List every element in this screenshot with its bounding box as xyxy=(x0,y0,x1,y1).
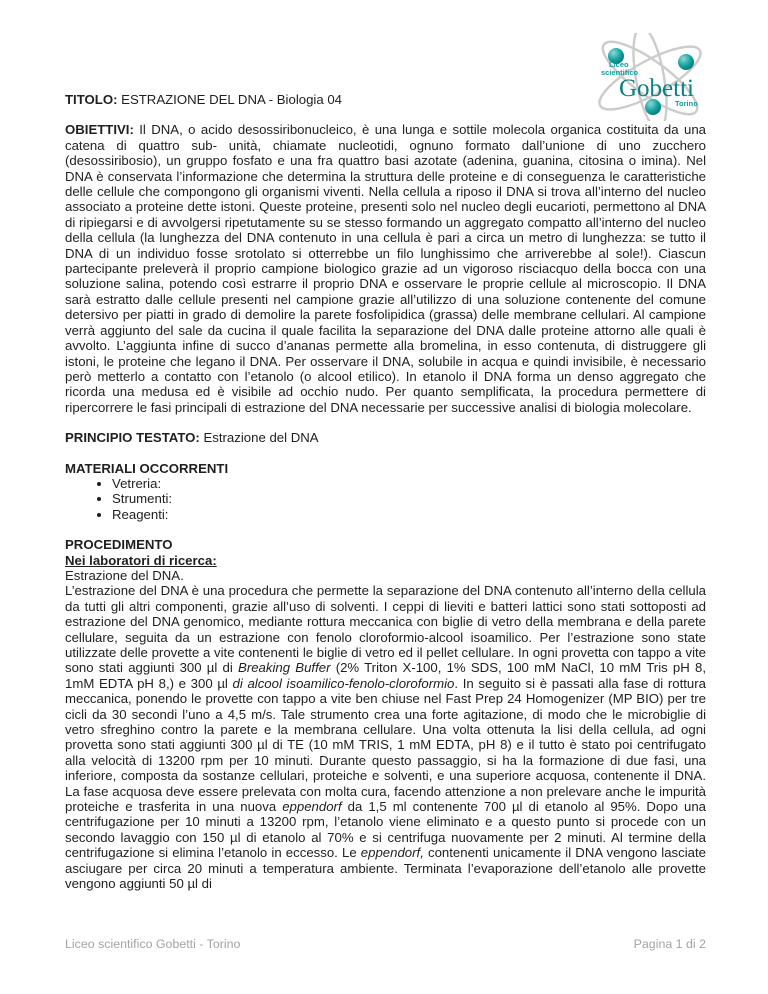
procedure-text-segment: . In seguito si è passati alla fase di rottura meccanica, ponendo le provette con tappo a vite ben chiuse nel Fast Prep 24 Homogenizer (MP BIO) per tre cicli da 30 secondi l’uno a 4,5 m/s. Tale strumento crea una forte agitazione, di modo che le microbiglie di vetro sfreghino contro la parete e la membrana cellulare. Una volta ottenuta la lisi della cellula, ad ogni provetta sono stati aggiunti 300 µl di TE (10 mM TRIS, 1 mM EDTA, pH 8) e il tutto è stato poi centrifugato alla velocità di 13200 rpm per 10 minuti. Durante questo passaggio, si ha la formazione di due fasi, una inferiore, composta da sostanze cellulari, proteiche e solventi, e una superiore acquosa, contenente il DNA. La fase acquosa deve essere prelevata con molta cura, facendo attenzione a non prelevare anche le impurità proteiche e trasferita in una nuova xyxy=(65,675,706,815)
procedure-subtitle: Estrazione del DNA. xyxy=(65,567,184,583)
document-title xyxy=(65,92,706,107)
procedure-text-segment: di alcool isoamilico-fenolo-cloroformio xyxy=(232,675,455,691)
objectives-text: Il DNA, o acido desossiribonucleico, è una lunga e sottile molecola organica costituita da una catena di quattro sub- unità, chiamate nucleotidi, ognuno formato dall’unione di uno zucchero (desossiribosio), un gruppo fosfato e una fra quattro basi azotate (adenina, guanina, citosina o imina). Nel DNA è conservata l’informazione che determina la struttura delle proteine e di conseguenza le caratteristiche delle cellule che compongono gli organismi viventi. Nella cellula a riposo il DNA si trova all’interno del nucleo associato a proteine dette istoni. Queste proteine, presenti solo nel nucleo degli eucarioti, permettono al DNA di ripiegarsi e di avvolgersi ripetutamente su se stesso formando un aggregato compatto all’interno del nucleo della cellula (la lunghezza del DNA contenuto in una cellula è pari a circa un metro di lunghezza: se tutto il DNA di un individuo fosse srotolato si otterrebbe un filo lunghissimo che arriverebbe al sole!). Ciascun partecipante preleverà il proprio campione biologico grazie ad un vigoroso risciacquo della bocca con una soluzione salina, potendo così estrarre il proprio DNA e osservare le proprie cellule al microscopio. Il DNA sarà estratto dalle cellule presenti nel campione grazie all’utilizzo di una soluzione contenente del comune detersivo per piatti in grado di demolire la parete fosfolipidica (grassa) delle membrane cellulari. Al campione verrà aggiunto del sale da cucina il quale facilita la separazione del DNA dalle proteine attorno alle quali è avvolto. L’aggiunta infine di succo d’ananas permette alla bromelina, in esso contenuta, di distruggere gli istoni, le proteine che legano il DNA. Per osservare il DNA, solubile in acqua e quindi invisibile, è necessario però metterlo a contatto con l’etanolo (o alcool etilico). In etanolo il DNA forma un denso aggregato che ricorda una medusa ed è visibile ad occhio nudo. Per quanto semplificata, la procedura permettere di ripercorrere le fasi principali di estrazione del DNA necessarie per successive analisi di biologia molecolare. xyxy=(65,122,706,415)
procedure-text-segment: L’estrazione del DNA è una procedura che permette la separazione del DNA contenuto all’interno della cellula da tutti gli altri componenti, grazie all’uso di solventi. I ceppi di lieviti e batteri lattici sono stati sottoposti ad estrazione del DNA genomico, mediante rottura meccanica con biglie di vetro della membrana e della parete cellulare, seguita da un estrazione con fenolo cloroformio-alcool isoamilico. Per l’estrazione sono state utilizzate delle provette a vite contenenti le biglie di vetro ed il pellet cellulare. In ogni provetta con tappo a vite sono stati aggiunti 300 µl di xyxy=(65,583,706,676)
procedure-section xyxy=(65,537,706,891)
list-item-strumenti: • Strumenti: xyxy=(112,491,706,506)
principle-text: Estrazione del DNA xyxy=(199,430,319,446)
footer-school-name: Liceo scientifico Gobetti - Torino xyxy=(65,937,241,951)
logo-scientifico-text: scientifico xyxy=(601,68,639,77)
logo-liceo-text: Liceo xyxy=(609,60,629,69)
list-item-reagenti: • Reagenti: xyxy=(112,507,706,522)
footer-page-number: Pagina 1 di 2 xyxy=(633,937,706,951)
procedure-text-segment: eppendorf, xyxy=(360,845,424,861)
title-label: TITOLO: xyxy=(65,92,118,107)
list-item-vetreria: • Vetreria: xyxy=(112,476,706,491)
objectives-label: OBIETTIVI: xyxy=(65,122,134,138)
document-body xyxy=(65,92,706,892)
procedure-text-segment: contenenti unicamente il DNA vengono lasciate asciugare per circa 20 minuti a temperatura ambiente. Terminata l’evaporazione dell’etanolo alle provette vengono aggiunti 50 µl di xyxy=(65,845,706,892)
procedure-text-segment: da 1,5 ml contenente 700 µl di etanolo al 95%. Dopo una centrifugazione per 10 minuti a 13200 rpm, l’etanolo viene eliminato e a questo punto si procede con un secondo lavaggio con 150 µl di etanolo al 70% e si centrifuga nuovamente per 2 minuti. Al termine della centrifugazione si elimina l’etanolo in eccesso. Le xyxy=(65,799,706,861)
page-footer xyxy=(65,937,706,951)
materials-list xyxy=(65,476,706,522)
procedure-paragraph xyxy=(65,583,706,891)
procedure-text-segment: (2% Triton X-100, 1% SDS, 100 mM NaCl, 10 mM Tris pH 8, 1mM EDTA pH 8,) e 300 µl xyxy=(65,660,706,691)
procedure-text-segment: eppendorf xyxy=(282,799,342,815)
principle-line xyxy=(65,430,706,445)
title-text: ESTRAZIONE DEL DNA - Biologia 04 xyxy=(117,92,343,107)
logo-torino-text: Torino xyxy=(675,99,698,108)
logo-gobetti-text: Gobetti xyxy=(619,75,694,102)
procedure-heading: PROCEDIMENTO xyxy=(65,537,173,553)
materials-heading: MATERIALI OCCORRENTI xyxy=(65,460,229,476)
principle-label: PRINCIPIO TESTATO: xyxy=(65,430,200,446)
materials-section xyxy=(65,461,706,523)
procedure-subheading: Nei laboratori di ricerca: xyxy=(65,552,217,568)
objectives-paragraph xyxy=(65,122,706,415)
procedure-text-segment: Breaking Buffer xyxy=(238,660,331,676)
